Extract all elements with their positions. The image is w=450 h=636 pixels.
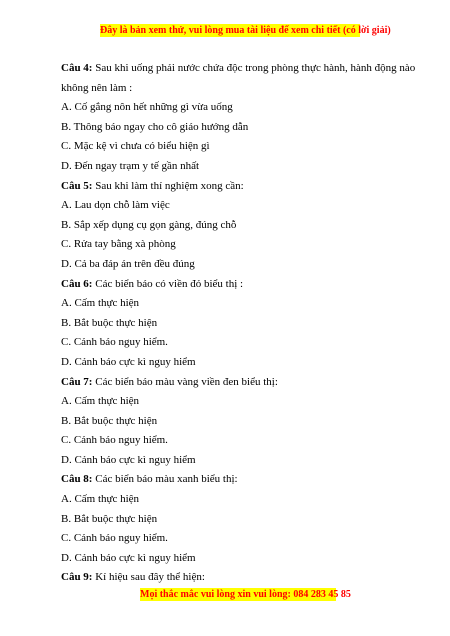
question-label: Câu 6: xyxy=(61,277,93,290)
option-b: B. Sắp xếp dụng cụ gọn gàng, đúng chỗ xyxy=(61,218,237,231)
question-label: Câu 8: xyxy=(61,473,93,486)
option-c: C. Cảnh báo nguy hiểm. xyxy=(61,434,168,447)
question-label: Câu 7: xyxy=(61,375,93,388)
question-text: Các biển báo có viền đỏ biểu thị : xyxy=(92,277,244,290)
question-label: Câu 9: xyxy=(61,571,93,584)
option-a: A. Cố gắng nôn hết những gì vừa uống xyxy=(61,101,233,114)
question-6 xyxy=(61,275,406,295)
question-text: Kí hiệu sau đây thể hiện: xyxy=(92,571,205,584)
question-7 xyxy=(61,373,406,393)
question-text-continued: không nên làm : xyxy=(61,81,133,94)
question-text: Sau khi làm thí nghiệm xong cần: xyxy=(92,179,244,192)
option-c: C. Rửa tay bằng xà phòng xyxy=(61,238,176,251)
contact-banner: Mọi thắc mắc vui lòng xin vui lòng: 084 283 45 85 xyxy=(140,589,351,600)
question-8 xyxy=(61,470,406,490)
question-text: Các biển báo màu vàng viền đen biểu thị: xyxy=(92,375,278,388)
option-a: A. Cấm thực hiện xyxy=(61,493,140,506)
question-label: Câu 4: xyxy=(61,62,93,74)
question-5 xyxy=(61,177,406,197)
option-c: C. Cảnh báo nguy hiểm. xyxy=(61,532,168,545)
option-b: B. Bắt buộc thực hiện xyxy=(61,414,158,427)
preview-notice-banner: Đây là bản xem thử, vui lòng mua tài liệu để xem chi tiết (có lời giải) xyxy=(100,25,391,36)
option-d: D. Đến ngay trạm y tế gần nhất xyxy=(61,159,200,172)
option-b: B. Bắt buộc thực hiện xyxy=(61,512,158,525)
option-a: A. Cấm thực hiện xyxy=(61,395,140,408)
question-text: Các biển báo màu xanh biểu thị: xyxy=(92,473,238,486)
option-d: D. Cảnh báo cực kì nguy hiểm xyxy=(61,551,196,564)
question-9 xyxy=(61,568,406,588)
option-c: C. Cảnh báo nguy hiểm. xyxy=(61,336,168,349)
question-text: Sau khi uống phải nước chứa độc trong phòng thực hành, hành động nào xyxy=(92,62,416,74)
option-a: A. Cấm thực hiện xyxy=(61,297,140,310)
document-body xyxy=(61,59,416,588)
option-b: B. Bắt buộc thực hiện xyxy=(61,316,158,329)
question-4 xyxy=(61,59,416,79)
option-c: C. Mặc kệ vì chưa có biểu hiện gì xyxy=(61,140,210,153)
option-d: D. Cả ba đáp án trên đều đúng xyxy=(61,257,195,270)
option-d: D. Cảnh báo cực kì nguy hiểm xyxy=(61,355,196,368)
option-d: D. Cảnh báo cực kì nguy hiểm xyxy=(61,453,196,466)
question-label: Câu 5: xyxy=(61,179,93,192)
option-a: A. Lau dọn chỗ làm việc xyxy=(61,199,170,212)
option-b: B. Thông báo ngay cho cô giáo hướng dẫn xyxy=(61,120,249,133)
